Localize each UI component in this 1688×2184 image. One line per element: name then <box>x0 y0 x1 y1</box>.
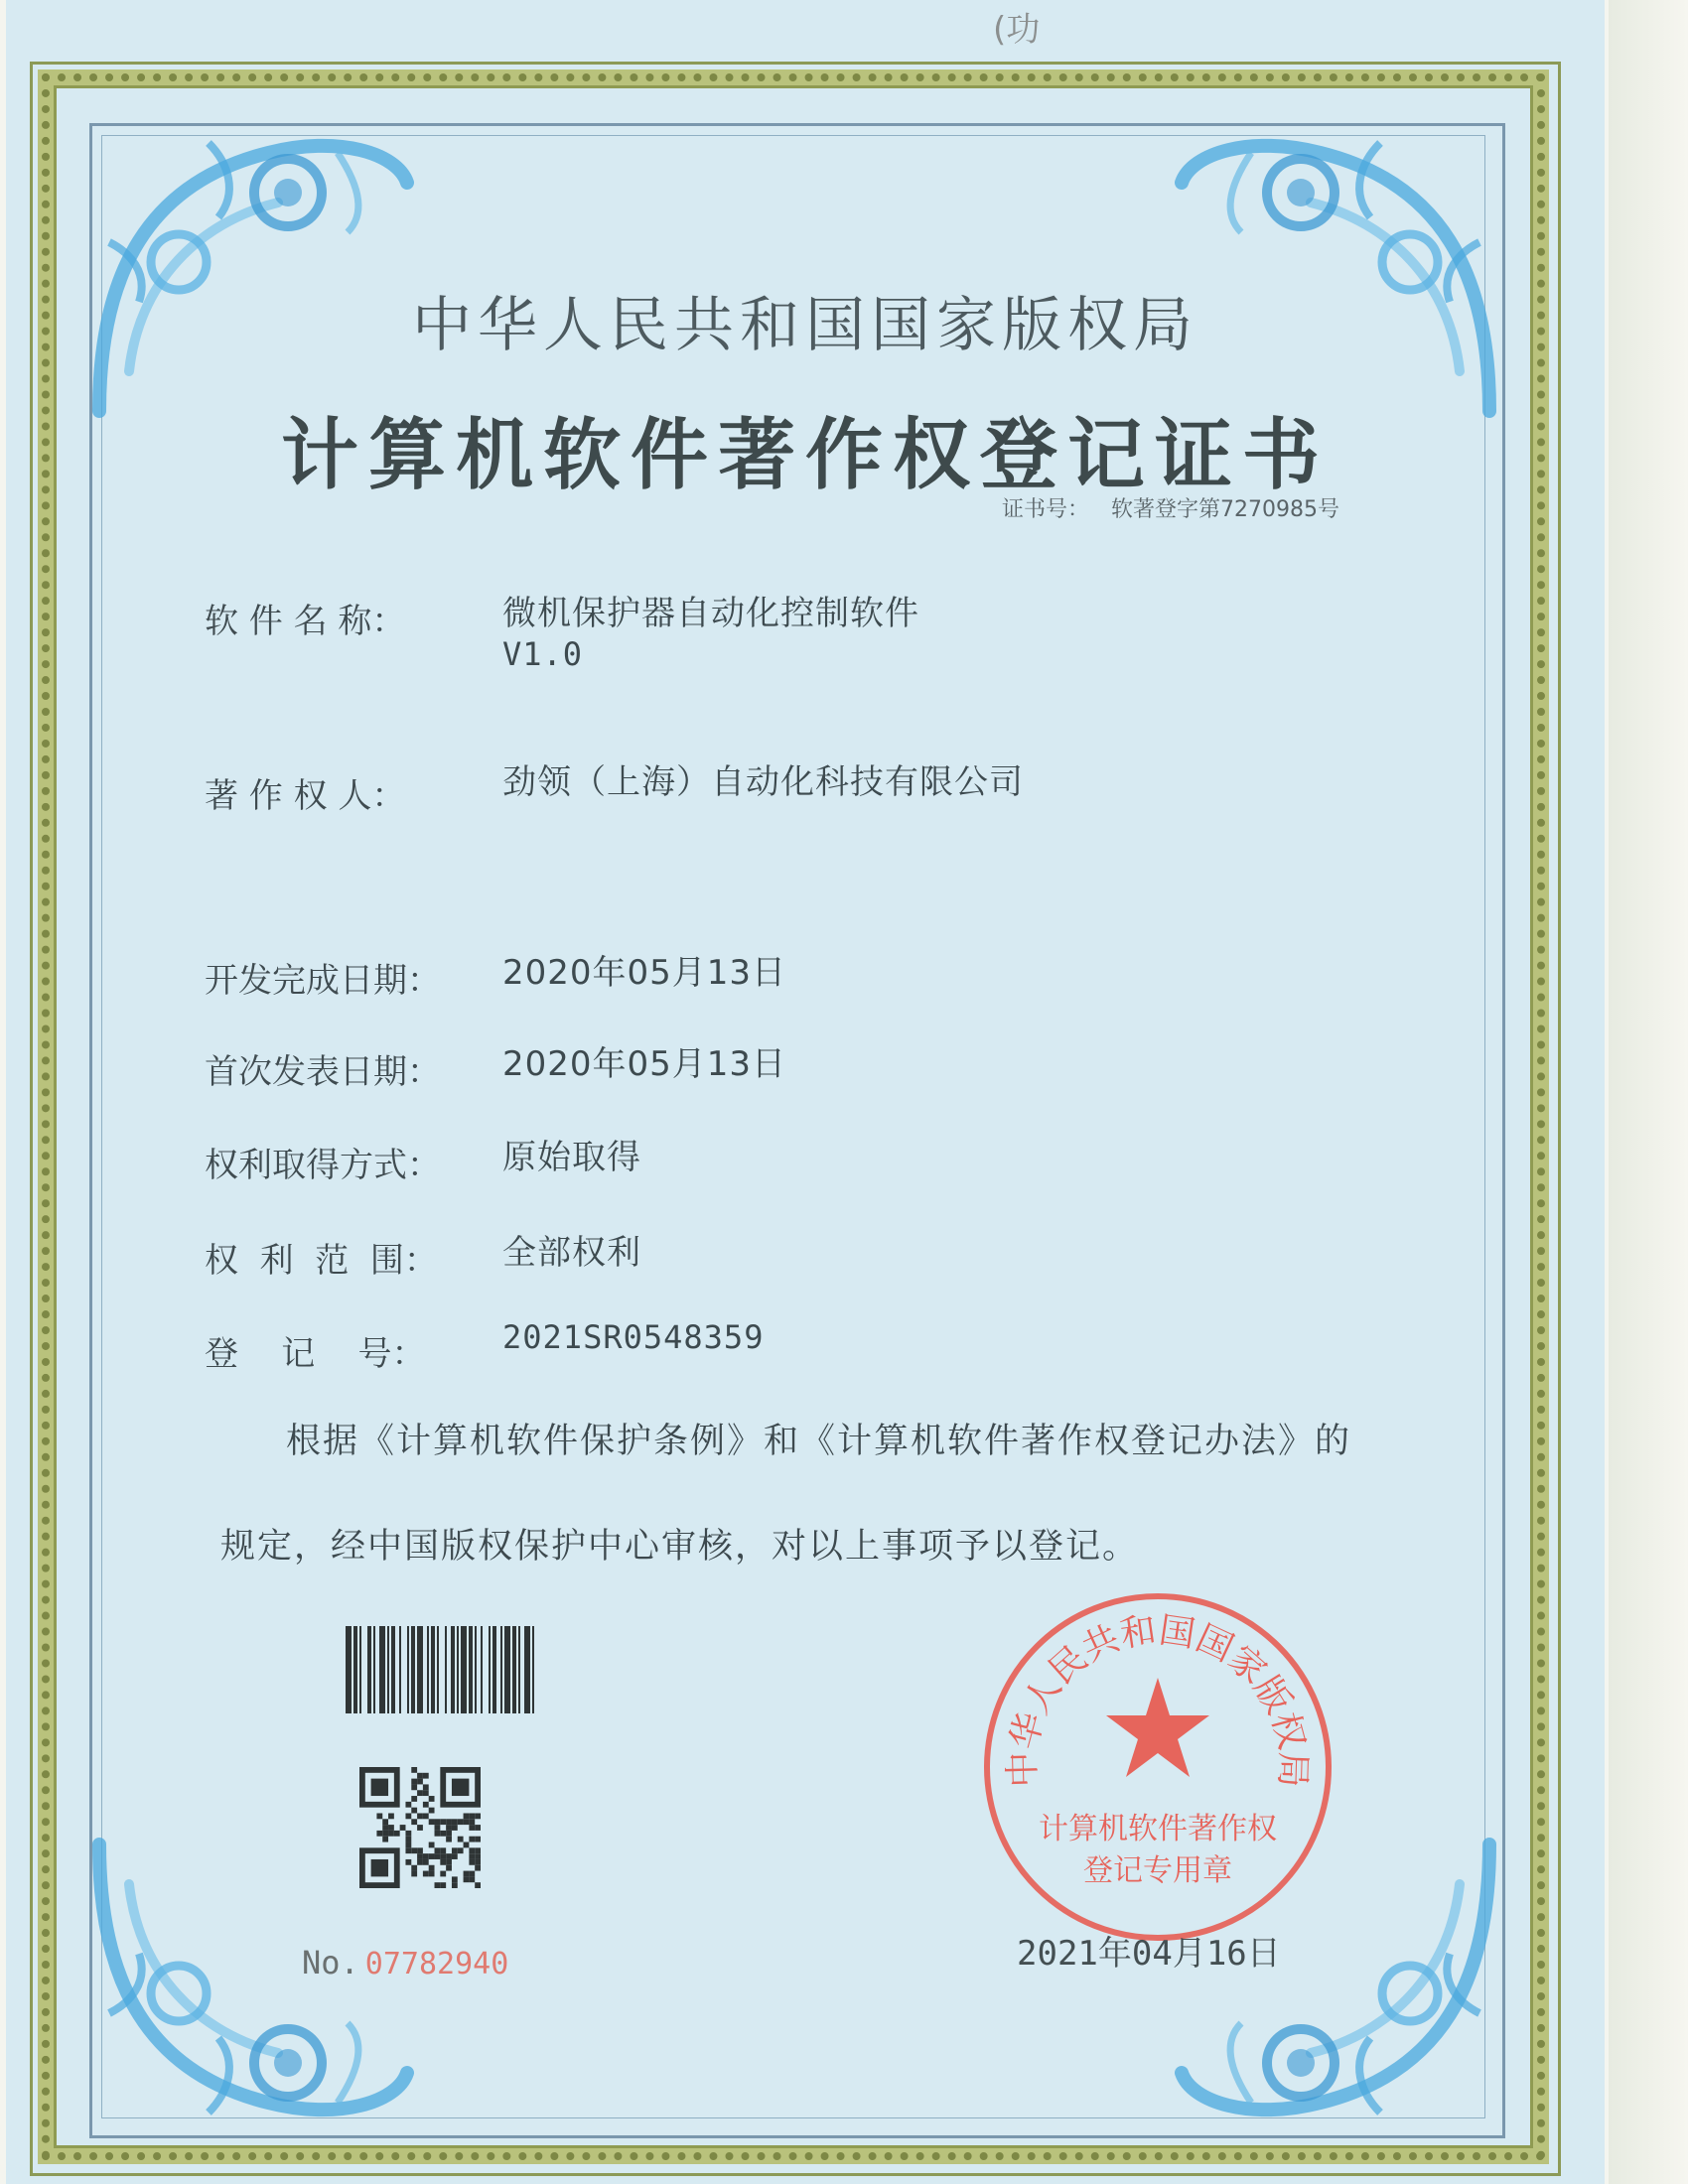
qr-module <box>423 1790 429 1796</box>
certificate-number <box>1002 492 1339 523</box>
qr-module <box>382 1819 388 1825</box>
field-value-completion-date: 2020年05月13日 <box>502 953 787 993</box>
qr-module <box>469 1813 475 1819</box>
qr-module <box>475 1859 481 1865</box>
qr-module <box>417 1859 423 1865</box>
barcode-bar <box>532 1626 534 1713</box>
qr-module <box>382 1825 388 1831</box>
qr-module <box>429 1808 435 1814</box>
barcode-bar <box>437 1626 439 1713</box>
qr-module <box>435 1853 441 1859</box>
barcode-bar <box>524 1626 530 1713</box>
qr-module <box>429 1871 435 1877</box>
barcode-bar <box>417 1626 423 1713</box>
barcode-bar <box>481 1626 483 1713</box>
qr-module <box>446 1831 452 1837</box>
qr-module <box>440 1819 446 1825</box>
seal-ring-text: 中华人民共和国国家版权局 <box>1002 1609 1314 1789</box>
qr-module <box>417 1825 423 1831</box>
qr-module <box>429 1865 435 1871</box>
qr-module <box>382 1837 388 1843</box>
qr-module <box>417 1790 423 1796</box>
field-value-software-version: V1.0 <box>502 635 584 673</box>
serial-prefix: No. <box>302 1944 359 1981</box>
qr-module <box>388 1831 394 1837</box>
qr-module <box>423 1871 429 1877</box>
barcode-bar <box>445 1626 447 1713</box>
barcode-bar <box>492 1626 496 1713</box>
qr-module <box>469 1819 475 1825</box>
barcode-bar <box>431 1626 435 1713</box>
qr-module <box>394 1831 400 1837</box>
qr-module <box>417 1847 423 1853</box>
field-label-registration-number: 登 记 号： <box>205 1334 426 1374</box>
qr-module <box>446 1853 452 1859</box>
qr-module <box>475 1853 481 1859</box>
qr-module <box>475 1813 481 1819</box>
barcode-bar <box>427 1626 429 1713</box>
barcode-bar <box>461 1626 467 1713</box>
qr-module <box>405 1843 411 1848</box>
seal-graphic <box>979 1588 1336 1946</box>
barcode-bar <box>391 1626 395 1713</box>
qr-module <box>411 1819 417 1825</box>
qr-module <box>376 1813 382 1819</box>
qr-module <box>475 1882 481 1888</box>
field-label-rights-scope: 权 利 范 围： <box>205 1241 438 1281</box>
qr-module <box>452 1876 458 1882</box>
qr-module <box>440 1871 446 1877</box>
qr-module <box>469 1825 475 1831</box>
seal-text-line2: 登记专用章 <box>1083 1853 1232 1888</box>
certificate-number-value: 软著登字第7270985号 <box>1111 497 1339 522</box>
qr-module <box>405 1831 411 1837</box>
barcode-bar <box>411 1626 415 1713</box>
qr-module <box>405 1847 411 1853</box>
barcode-bar <box>379 1626 385 1713</box>
qr-module <box>469 1853 475 1859</box>
qr-module <box>469 1837 475 1843</box>
qr-module <box>417 1813 423 1819</box>
scroll-ornament <box>1172 123 1499 421</box>
barcode-bar <box>353 1626 357 1713</box>
scan-edge <box>1609 0 1688 2184</box>
qr-module <box>411 1847 417 1853</box>
barcode-bar <box>407 1626 409 1713</box>
qr-module <box>411 1871 417 1877</box>
barcode-bar <box>346 1626 352 1713</box>
qr-code <box>359 1767 481 1888</box>
barcode-bar <box>451 1626 455 1713</box>
qr-module <box>452 1853 458 1859</box>
qr-module <box>440 1882 446 1888</box>
barcode-bar <box>504 1626 510 1713</box>
qr-module <box>440 1847 446 1853</box>
qr-module <box>464 1843 470 1848</box>
qr-module <box>435 1847 441 1853</box>
field-value-publish-date: 2020年05月13日 <box>502 1044 787 1084</box>
qr-module <box>475 1837 481 1843</box>
qr-module <box>469 1876 475 1882</box>
serial-value: 07782940 <box>364 1947 509 1981</box>
barcode-bar <box>359 1626 361 1713</box>
field-value-software-name: 微机保护器自动化控制软件 <box>502 594 919 633</box>
qr-module <box>423 1859 429 1865</box>
qr-module <box>423 1773 429 1779</box>
qr-module <box>405 1813 411 1819</box>
qr-module <box>446 1819 452 1825</box>
qr-module <box>440 1859 446 1865</box>
field-label-completion-date: 开发完成日期： <box>205 961 441 1001</box>
serial-number <box>302 1944 508 1981</box>
barcode-bar <box>399 1626 401 1713</box>
qr-module <box>411 1865 417 1871</box>
official-seal <box>979 1588 1336 1946</box>
field-value-copyright-owner: 劲领（上海）自动化科技有限公司 <box>502 762 1024 802</box>
barcode-bar <box>518 1626 520 1713</box>
barcode-bar <box>373 1626 375 1713</box>
qr-module <box>446 1865 452 1871</box>
qr-module <box>475 1825 481 1831</box>
issuer-title: 中华人民共和国国家版权局 <box>412 291 1198 360</box>
qr-module <box>423 1853 429 1859</box>
scroll-ornament <box>89 123 417 421</box>
barcode <box>346 1626 580 1713</box>
field-value-registration-number: 2021SR0548359 <box>502 1318 765 1356</box>
pencil-annotation: (功 <box>993 10 1041 50</box>
field-value-acquisition-method: 原始取得 <box>502 1138 641 1177</box>
qr-module <box>411 1767 417 1773</box>
qr-module <box>411 1784 417 1790</box>
qr-module <box>440 1853 446 1859</box>
qr-module <box>464 1871 470 1877</box>
qr-module <box>435 1882 441 1888</box>
qr-module <box>452 1882 458 1888</box>
qr-module <box>440 1831 446 1837</box>
seal-text-line1: 计算机软件著作权 <box>1039 1812 1277 1846</box>
qr-module <box>458 1847 464 1853</box>
qr-module <box>469 1871 475 1877</box>
qr-module <box>452 1819 458 1825</box>
qr-module <box>429 1796 435 1802</box>
qr-module <box>458 1837 464 1843</box>
star-icon <box>1106 1678 1209 1777</box>
qr-module <box>452 1779 469 1796</box>
field-label-acquisition-method: 权利取得方式： <box>205 1146 441 1185</box>
barcode-graphic <box>346 1626 580 1713</box>
qr-module <box>405 1859 411 1865</box>
qr-module <box>464 1813 470 1819</box>
barcode-bar <box>457 1626 459 1713</box>
qr-module <box>371 1859 388 1876</box>
qr-module <box>464 1876 470 1882</box>
corner-ornament-top-left <box>89 123 417 421</box>
qr-module <box>469 1847 475 1853</box>
qr-module <box>446 1825 452 1831</box>
qr-module <box>388 1825 394 1831</box>
qr-module <box>429 1843 435 1848</box>
certificate-title: 计算机软件著作权登记证书 <box>280 410 1330 500</box>
qr-module <box>452 1847 458 1853</box>
seal-date: 2021年04月16日 <box>1017 1934 1281 1974</box>
certificate-number-label: 证书号： <box>1002 497 1090 522</box>
barcode-bar <box>512 1626 516 1713</box>
field-label-software-name: 软 件 名 称： <box>205 602 406 641</box>
statement-line-2: 规定，经中国版权保护中心审核，对以上事项予以登记。 <box>220 1527 1140 1567</box>
corner-ornament-top-right <box>1172 123 1499 421</box>
barcode-bar <box>367 1626 371 1713</box>
qr-module <box>429 1853 435 1859</box>
qr-module <box>417 1853 423 1859</box>
qr-module <box>458 1819 464 1825</box>
barcode-bar <box>469 1626 473 1713</box>
qr-module <box>475 1847 481 1853</box>
barcode-bar <box>489 1626 491 1713</box>
qr-module <box>423 1813 429 1819</box>
barcode-bar <box>475 1626 477 1713</box>
qr-module <box>417 1773 423 1779</box>
qr-module <box>435 1819 441 1825</box>
qr-module <box>376 1831 382 1837</box>
qr-module <box>469 1859 475 1865</box>
qr-module <box>371 1779 388 1796</box>
qr-module <box>405 1837 411 1843</box>
field-value-rights-scope: 全部权利 <box>502 1233 641 1273</box>
qr-module <box>446 1837 452 1843</box>
field-label-publish-date: 首次发表日期： <box>205 1052 441 1092</box>
qr-module <box>435 1831 441 1837</box>
qr-module <box>411 1796 417 1802</box>
qr-module <box>388 1813 394 1819</box>
qr-module <box>411 1779 417 1785</box>
qr-module <box>464 1819 470 1825</box>
barcode-bar <box>500 1626 502 1713</box>
qr-module <box>423 1802 429 1808</box>
barcode-bar <box>387 1626 389 1713</box>
qr-module <box>417 1779 423 1785</box>
qr-module <box>446 1859 452 1865</box>
qr-module <box>423 1784 429 1790</box>
qr-graphic <box>359 1767 481 1888</box>
qr-module <box>400 1825 406 1831</box>
qr-module <box>452 1825 458 1831</box>
certificate <box>6 0 1605 2184</box>
qr-module <box>475 1865 481 1871</box>
qr-module <box>382 1831 388 1837</box>
qr-module <box>411 1808 417 1814</box>
qr-module <box>435 1825 441 1831</box>
statement-line-1: 根据《计算机软件保护条例》和《计算机软件著作权登记办法》的 <box>286 1422 1352 1461</box>
field-label-copyright-owner: 著 作 权 人： <box>205 776 406 816</box>
qr-module <box>405 1802 411 1808</box>
qr-module <box>429 1819 435 1825</box>
